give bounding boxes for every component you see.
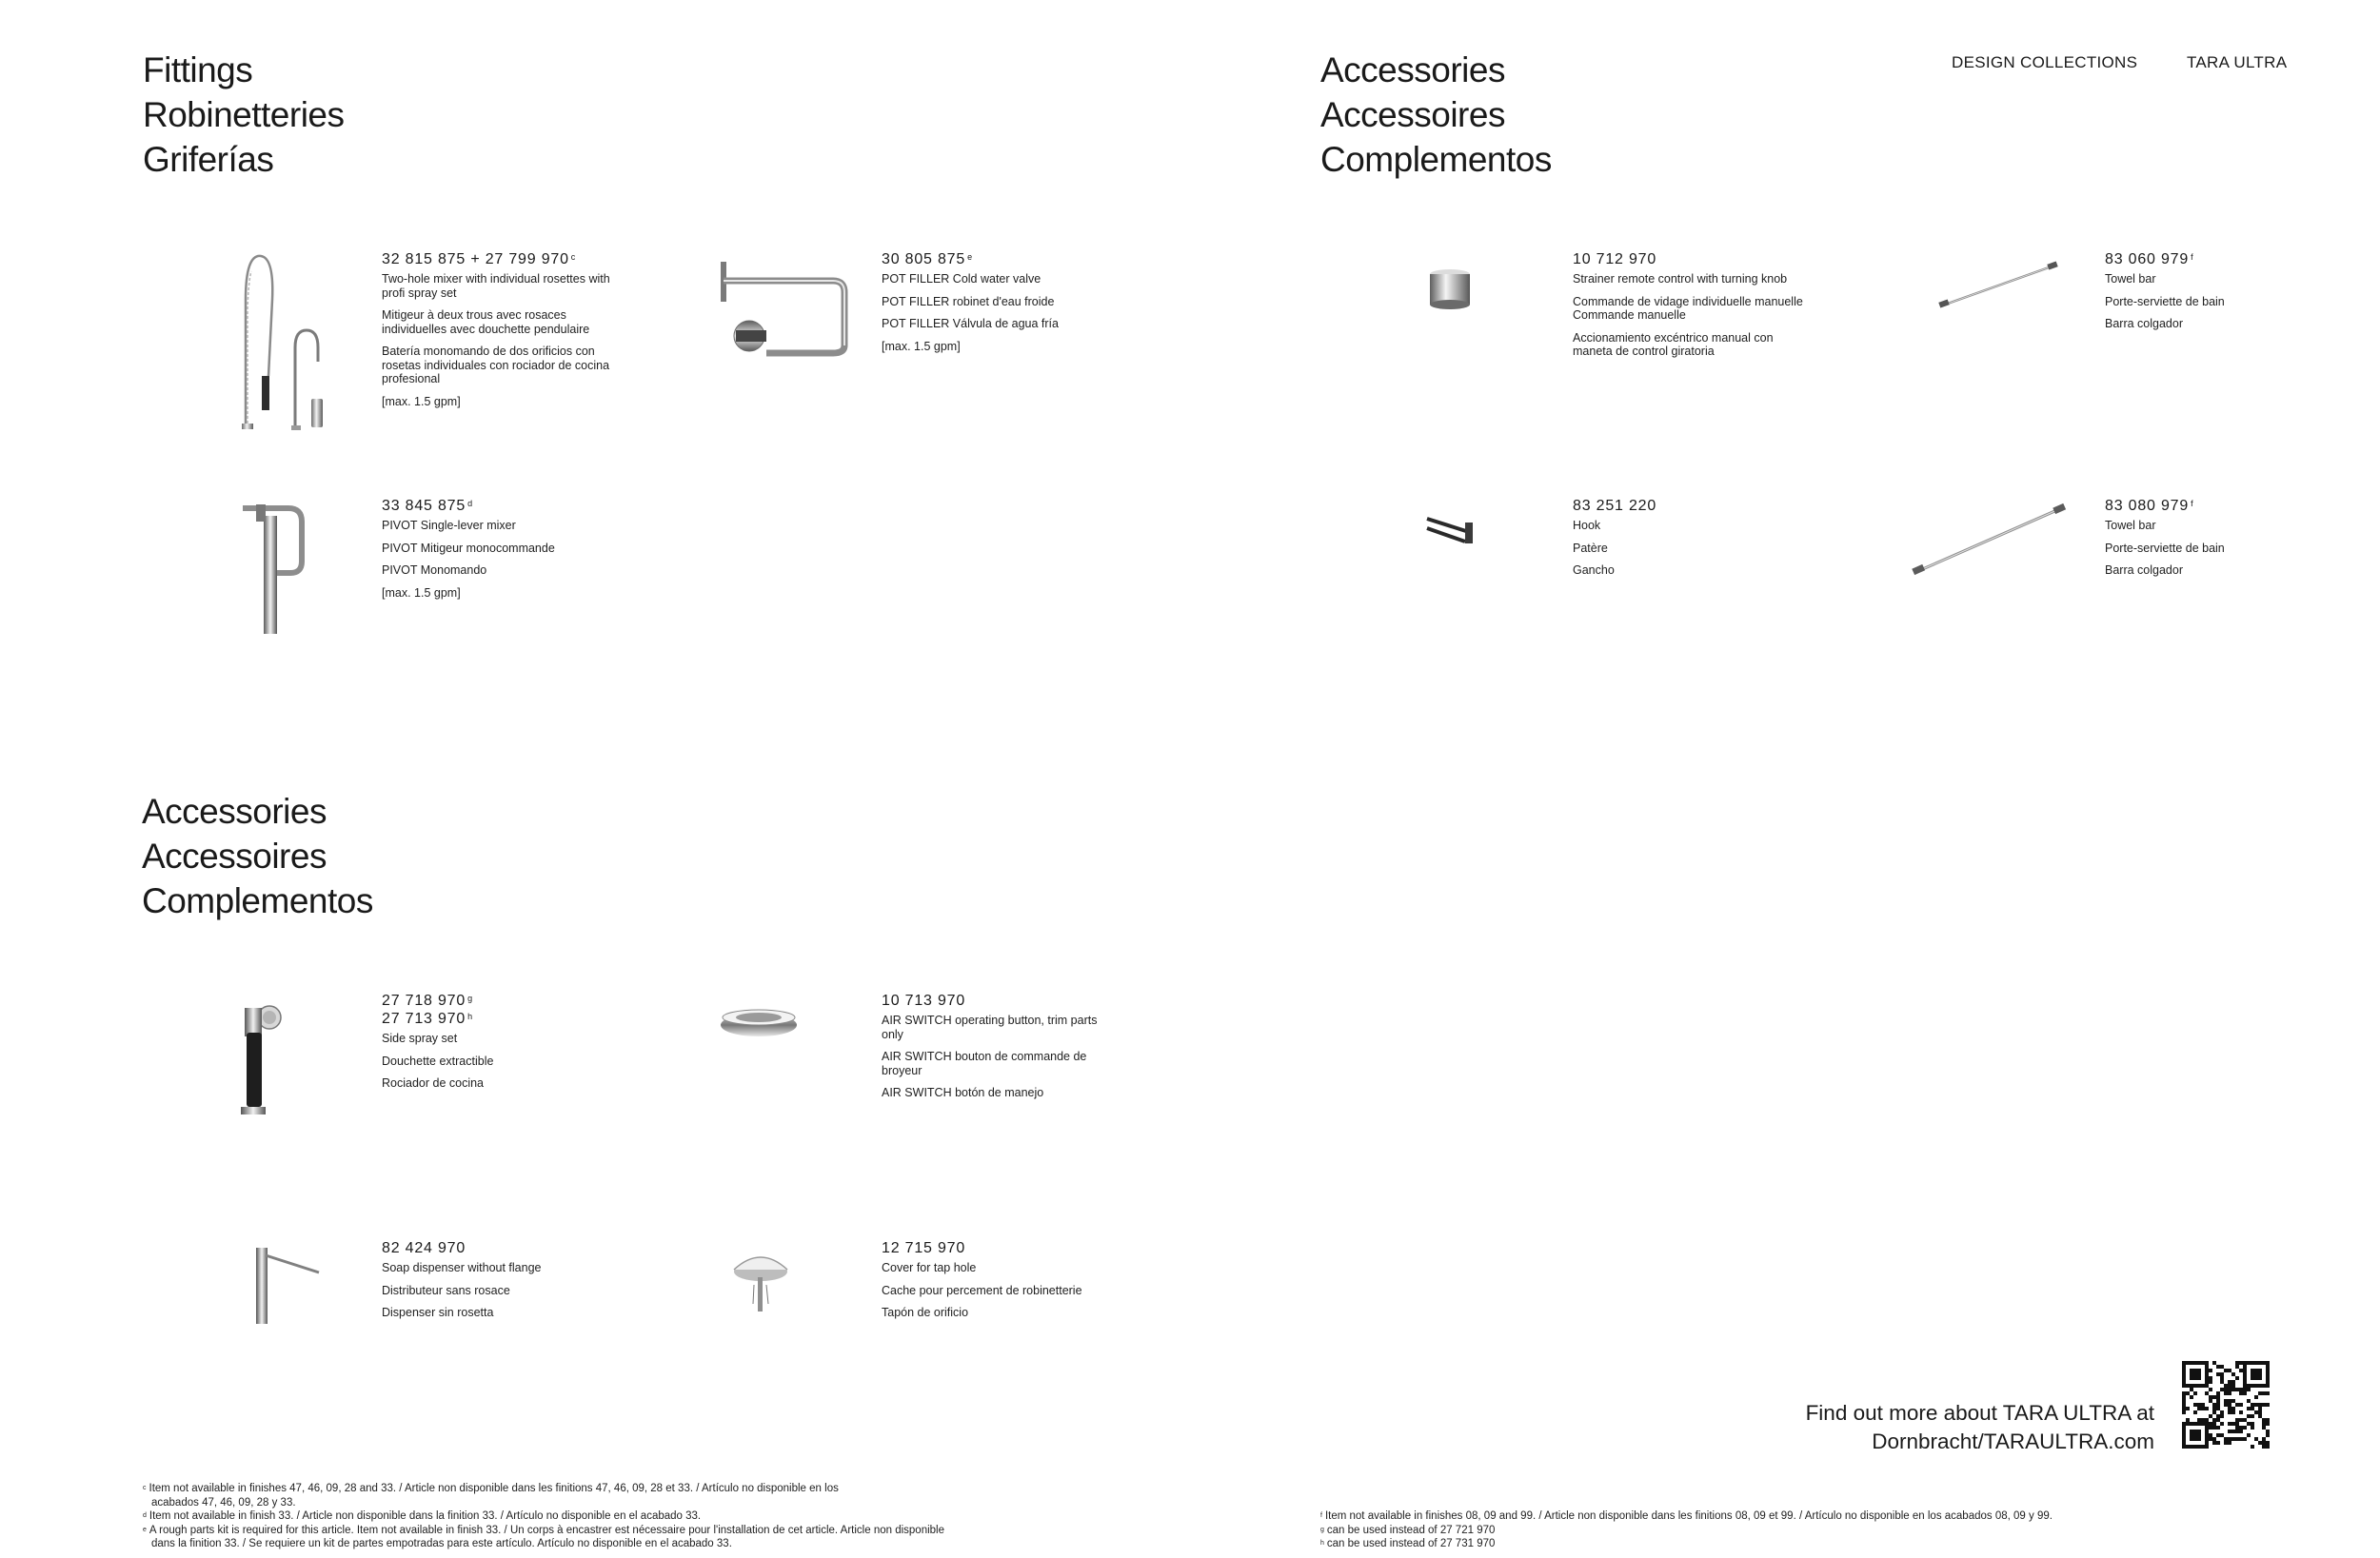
item-12715970 — [882, 1239, 1120, 1329]
desc-es: Dispenser sin rosetta — [382, 1306, 494, 1319]
desc-es: Barra colgador — [2105, 563, 2183, 577]
desc-flow: [max. 1.5 gpm] — [382, 585, 461, 600]
item-83251220 — [1573, 497, 1811, 586]
heading-line-es: Complementos — [1320, 140, 1552, 179]
footnote-mark: c — [143, 1485, 147, 1491]
desc-fr: AIR SWITCH bouton de commande de broyeur — [882, 1050, 1087, 1077]
towel-bar-short-image — [1937, 257, 2061, 319]
desc-en: AIR SWITCH operating button, trim parts only — [882, 1014, 1098, 1041]
desc-fr: Douchette extractible — [382, 1054, 494, 1068]
desc-en: POT FILLER Cold water valve — [882, 272, 1041, 286]
code-text: 12 715 970 — [882, 1240, 966, 1256]
desc-fr: Distributeur sans rosace — [382, 1283, 510, 1297]
item-code — [382, 1239, 620, 1257]
find-out-more-text: Find out more about TARA ULTRA at — [1805, 1401, 2154, 1425]
strainer-knob-image — [1423, 266, 1480, 319]
footnote-text-cont: dans la finition 33. / Se requiere un kit de partes empotradas para este artículo. Artículo no disponible en el acabado 33. — [151, 1538, 732, 1549]
footnote-text: Item not available in finishes 47, 46, 09, 28 and 33. / Article non disponible dans les finitions 47, 46, 09, 28 et 33. / Artículo no disponible en los — [149, 1483, 839, 1494]
heading-line-en: Fittings — [143, 50, 253, 89]
desc-en: Two-hole mixer with individual rosettes with profi spray set — [382, 272, 610, 300]
desc-es: Accionamiento excéntrico manual con maneta de control giratoria — [1573, 330, 1774, 358]
nav-tara-ultra[interactable]: TARA ULTRA — [2187, 53, 2288, 71]
desc-fr: Porte-serviette de bain — [2105, 294, 2225, 308]
footnote-text: Item not available in finish 33. / Article non disponible dans la finition 33. / Artículo no disponible en el acabado 33. — [149, 1510, 702, 1522]
desc-fr: Cache pour percement de robinetterie — [882, 1283, 1082, 1297]
item-83060979 — [2105, 250, 2343, 340]
desc-en: Strainer remote control with turning knob — [1573, 272, 1788, 286]
desc-es: PIVOT Monomando — [382, 563, 487, 577]
code-text: 82 424 970 — [382, 1240, 466, 1256]
item-code — [382, 992, 620, 1010]
code-text: 32 815 875 + 27 799 970 — [382, 251, 569, 267]
footnote-g — [1320, 1524, 2053, 1538]
desc-flow: [max. 1.5 gpm] — [382, 394, 461, 408]
footnote-text: can be used instead of 27 721 970 — [1326, 1524, 1496, 1536]
footnote-text: A rough parts kit is required for this article. Item not available in finish 33. / Un corps à encastrer est nécessaire pour l'installation de cet article. Article non disponible — [149, 1524, 944, 1536]
code-text: 83 060 979 — [2105, 251, 2190, 267]
heading-line-en: Accessories — [142, 792, 327, 831]
item-code-alt — [382, 1010, 620, 1028]
heading-line-en: Accessories — [1320, 50, 1505, 89]
footnotes-left — [143, 1482, 944, 1551]
footnote-text: can be used instead of 27 731 970 — [1326, 1538, 1496, 1549]
desc-es: Gancho — [1573, 563, 1615, 577]
desc-en: Soap dispenser without flange — [382, 1261, 542, 1274]
desc-fr: PIVOT Mitigeur monocommande — [382, 541, 555, 555]
footnote-mark: h — [467, 1012, 473, 1021]
pot-filler-image — [709, 252, 852, 371]
nav-design-collections[interactable]: DESIGN COLLECTIONS — [1952, 53, 2138, 71]
find-out-more-url[interactable]: Dornbracht/TARAULTRA.com — [1872, 1430, 2154, 1453]
footnote-e — [143, 1524, 944, 1538]
footnote-mark: f — [2191, 252, 2193, 262]
footnote-mark: c — [570, 252, 576, 262]
code-text: 10 713 970 — [882, 993, 966, 1009]
code-text: 27 718 970 — [382, 993, 466, 1009]
desc-es: Barra colgador — [2105, 317, 2183, 330]
desc-fr: POT FILLER robinet d'eau froide — [882, 294, 1055, 308]
footnote-mark: g — [1320, 1526, 1324, 1533]
item-code — [2105, 250, 2343, 268]
code-text: 10 712 970 — [1573, 251, 1657, 267]
desc-flow: [max. 1.5 gpm] — [882, 339, 961, 353]
item-code — [882, 1239, 1120, 1257]
desc-en: Towel bar — [2105, 272, 2156, 286]
air-switch-image — [716, 1004, 802, 1047]
desc-fr: Porte-serviette de bain — [2105, 541, 2225, 555]
desc-en: Towel bar — [2105, 519, 2156, 532]
soap-dispenser-image — [243, 1242, 328, 1332]
item-10713970 — [882, 992, 1120, 1109]
desc-en: Cover for tap hole — [882, 1261, 977, 1274]
footnote-mark: e — [143, 1526, 147, 1533]
footnotes-right — [1320, 1509, 2053, 1551]
footnote-mark: d — [143, 1512, 147, 1519]
footnote-h — [1320, 1537, 2053, 1551]
footnote-mark: g — [467, 994, 473, 1003]
desc-fr: Commande de vidage individuelle manuelle Commande manuelle — [1573, 294, 1803, 322]
item-code — [882, 250, 1120, 268]
footnote-f — [1320, 1509, 2053, 1524]
footnote-mark: f — [1320, 1512, 1322, 1519]
code-text: 33 845 875 — [382, 498, 466, 514]
item-82424970 — [382, 1239, 620, 1329]
profi-spray-mixer-image — [219, 243, 343, 438]
footnote-text-cont: acabados 47, 46, 09, 28 y 33. — [151, 1496, 296, 1509]
side-spray-image — [233, 995, 290, 1133]
footnote-mark: e — [967, 252, 973, 262]
item-code — [382, 250, 620, 268]
desc-fr: Patère — [1573, 541, 1608, 555]
item-code — [882, 992, 1120, 1010]
pivot-mixer-image — [233, 497, 328, 644]
accessories-right-heading — [1320, 48, 1552, 182]
desc-es: AIR SWITCH botón de manejo — [882, 1086, 1044, 1099]
item-83080979 — [2105, 497, 2343, 586]
desc-fr: Mitigeur à deux trous avec rosaces individuelles avec douchette pendulaire — [382, 308, 590, 336]
hook-image — [1423, 509, 1480, 552]
desc-es: Tapón de orificio — [882, 1306, 969, 1319]
code-text: 83 251 220 — [1573, 498, 1657, 514]
footnote-mark: f — [2191, 499, 2193, 508]
desc-es: Rociador de cocina — [382, 1076, 485, 1090]
footnote-c — [143, 1482, 944, 1496]
heading-line-fr: Robinetteries — [143, 95, 345, 134]
desc-es: Batería monomando de dos orificios con rosetas individuales con rociador de cocina profesional — [382, 345, 610, 385]
desc-en: Hook — [1573, 519, 1601, 532]
qr-code-icon[interactable] — [2182, 1361, 2270, 1453]
footnote-mark: d — [467, 499, 473, 508]
item-code — [382, 497, 620, 515]
item-33845875 — [382, 497, 620, 608]
heading-line-es: Griferías — [143, 140, 274, 179]
item-code — [1573, 497, 1811, 515]
desc-en: Side spray set — [382, 1032, 458, 1045]
heading-line-fr: Accessoires — [142, 837, 327, 876]
footnote-d — [143, 1509, 944, 1524]
find-out-more — [1806, 1399, 2154, 1456]
item-10712970 — [1573, 250, 1811, 367]
heading-line-fr: Accessoires — [1320, 95, 1505, 134]
footnote-mark: h — [1320, 1540, 1324, 1547]
desc-es: POT FILLER Válvula de agua fría — [882, 317, 1059, 330]
tap-hole-cover-image — [728, 1247, 795, 1328]
item-32815875 — [382, 250, 620, 417]
towel-bar-long-image — [1909, 500, 2071, 585]
item-30805875 — [882, 250, 1120, 362]
item-code — [1573, 250, 1811, 268]
code-text: 27 713 970 — [382, 1011, 466, 1027]
item-code — [2105, 497, 2343, 515]
heading-line-es: Complementos — [142, 881, 373, 920]
desc-en: PIVOT Single-lever mixer — [382, 519, 516, 532]
accessories-left-heading — [142, 789, 373, 923]
code-text: 83 080 979 — [2105, 498, 2190, 514]
fittings-heading — [143, 48, 345, 182]
item-27718970 — [382, 992, 620, 1099]
footnote-text: Item not available in finishes 08, 09 and 99. / Article non disponible dans les finitions 08, 09 et 99. / Artículo no disponible en los acabados 08, 09 y 99. — [1324, 1510, 2053, 1522]
code-text: 30 805 875 — [882, 251, 966, 267]
